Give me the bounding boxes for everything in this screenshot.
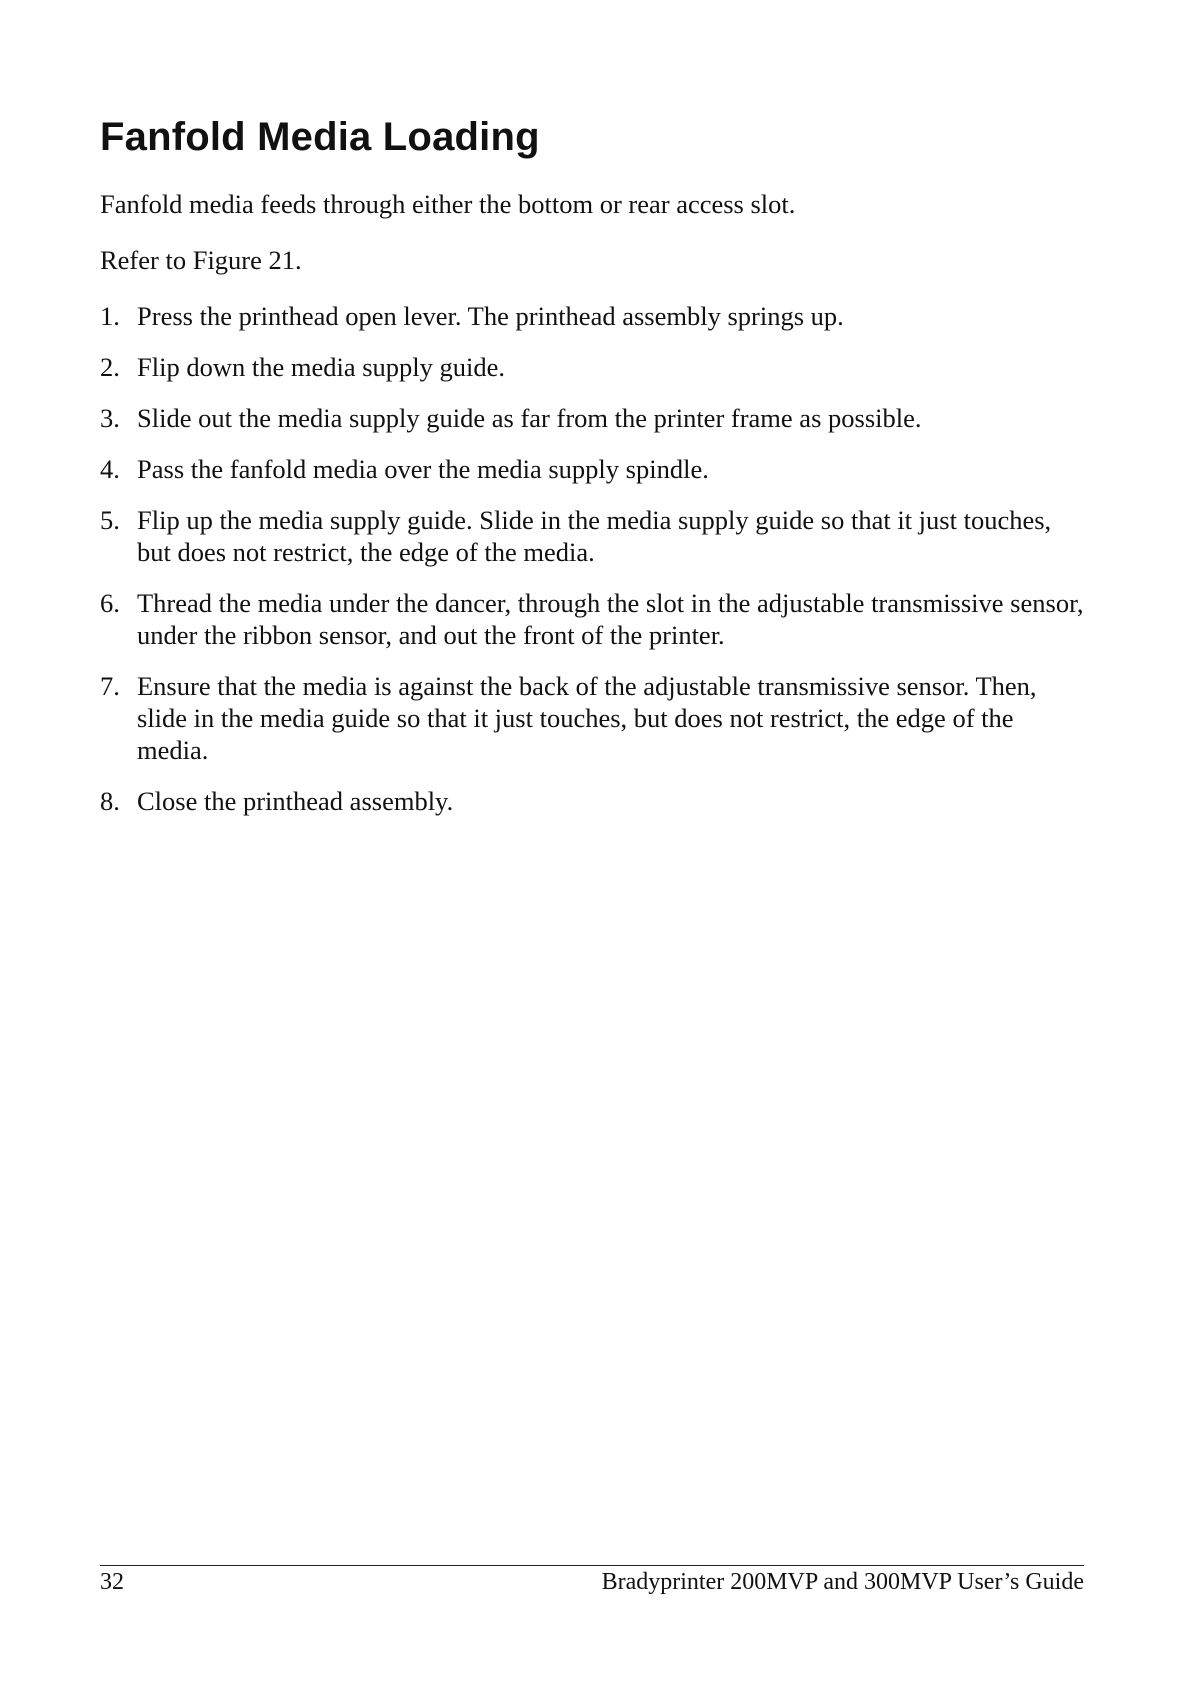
step-number: 4. bbox=[100, 454, 120, 484]
figure-reference: Refer to Figure 21. bbox=[100, 245, 302, 275]
step-number: 7. bbox=[100, 671, 120, 701]
body-content bbox=[100, 188, 1090, 836]
step-number: 2. bbox=[100, 352, 120, 382]
step-item bbox=[100, 300, 1090, 332]
step-number: 5. bbox=[100, 505, 120, 535]
step-item bbox=[100, 785, 1090, 817]
step-number: 6. bbox=[100, 588, 120, 618]
page-title: Fanfold Media Loading bbox=[100, 115, 540, 159]
footer-divider bbox=[100, 1565, 1084, 1566]
step-item bbox=[100, 504, 1090, 568]
step-text: Close the printhead assembly. bbox=[137, 786, 454, 816]
step-item bbox=[100, 351, 1090, 383]
step-item bbox=[100, 587, 1090, 651]
step-item bbox=[100, 453, 1090, 485]
step-number: 8. bbox=[100, 786, 120, 816]
step-list bbox=[100, 300, 1090, 817]
step-text: Press the printhead open lever. The printhead assembly springs up. bbox=[137, 301, 844, 331]
step-item bbox=[100, 670, 1090, 766]
page-number: 32 bbox=[100, 1569, 124, 1595]
step-text: Pass the fanfold media over the media supply spindle. bbox=[137, 454, 709, 484]
step-number: 3. bbox=[100, 403, 120, 433]
step-text: Slide out the media supply guide as far from the printer frame as possible. bbox=[137, 403, 922, 433]
step-text: Thread the media under the dancer, through the slot in the adjustable transmissive sensor, under the ribbon sensor, and out the front of the printer. bbox=[137, 588, 1084, 650]
intro-paragraph: Fanfold media feeds through either the bottom or rear access slot. bbox=[100, 189, 796, 219]
step-number: 1. bbox=[100, 301, 120, 331]
step-text: Flip down the media supply guide. bbox=[137, 352, 506, 382]
step-text: Ensure that the media is against the back of the adjustable transmissive sensor. Then, slide in the media guide so that it just touches, but does not restrict, the edge of the media. bbox=[137, 671, 1037, 765]
step-item bbox=[100, 402, 1090, 434]
step-text: Flip up the media supply guide. Slide in the media supply guide so that it just touches, but does not restrict, the edge of the media. bbox=[137, 505, 1052, 567]
footer-guide-title: Bradyprinter 200MVP and 300MVP User’s Guide bbox=[601, 1569, 1084, 1595]
